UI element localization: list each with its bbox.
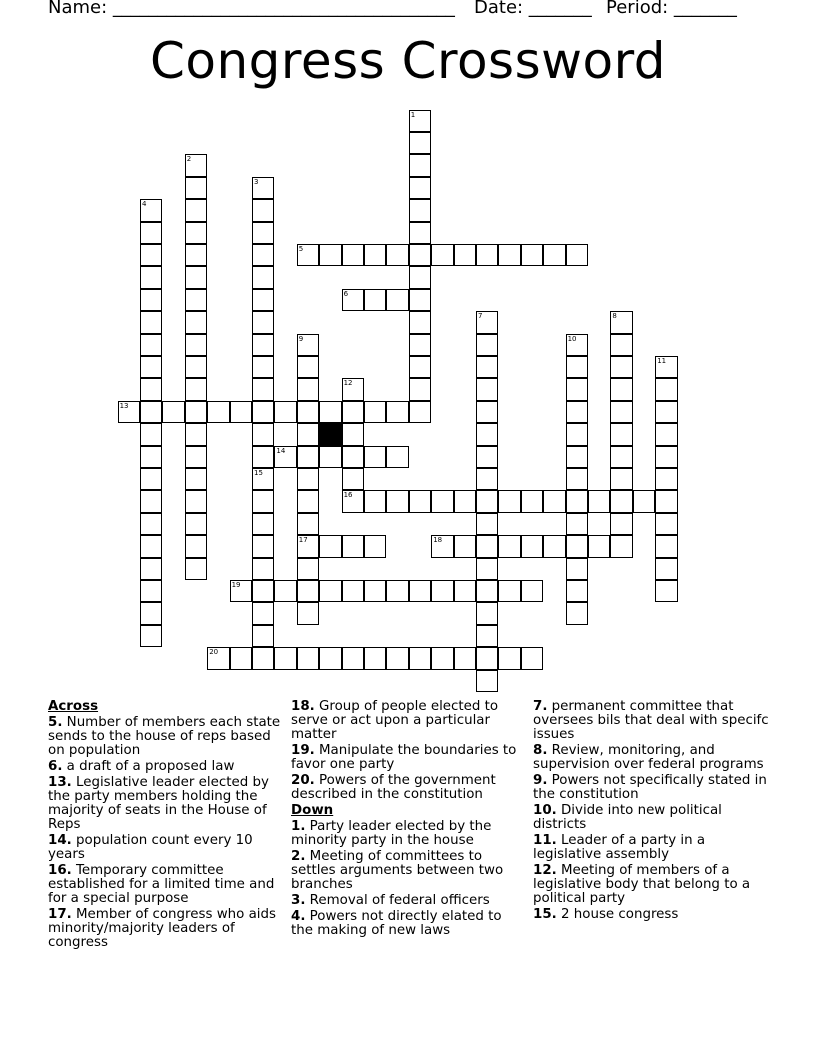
crossword-cell[interactable] [342, 446, 364, 468]
crossword-cell[interactable] [610, 513, 632, 535]
crossword-cell[interactable] [454, 244, 476, 266]
crossword-cell[interactable] [185, 244, 207, 266]
crossword-cell[interactable] [140, 446, 162, 468]
crossword-cell[interactable] [409, 356, 431, 378]
crossword-cell[interactable] [454, 490, 476, 512]
crossword-cell[interactable] [140, 401, 162, 423]
clue-down-3: 3. Removal of federal officers [291, 893, 490, 908]
crossword-cell[interactable] [409, 154, 431, 176]
crossword-cell[interactable] [140, 311, 162, 333]
clue-down-12: 12. Meeting of members of a legislative body that belong to a political party [533, 863, 751, 906]
crossword-cell[interactable] [521, 647, 543, 669]
crossword-cell[interactable] [409, 266, 431, 288]
down-heading: Down [291, 803, 334, 818]
crossword-cell[interactable] [543, 244, 565, 266]
crossword-cell[interactable] [521, 244, 543, 266]
crossword-cell[interactable] [521, 535, 543, 557]
clue-number: 17 [298, 536, 308, 545]
crossword-cell[interactable] [342, 289, 364, 311]
crossword-cell[interactable] [409, 244, 431, 266]
crossword-cell[interactable] [431, 580, 453, 602]
crossword-cell[interactable] [185, 423, 207, 445]
crossword-cell[interactable] [319, 244, 341, 266]
crossword-cell[interactable] [252, 199, 274, 221]
crossword-cell[interactable] [409, 647, 431, 669]
clue-across-20: 20. Powers of the government described in the constitution [291, 773, 496, 802]
crossword-cell[interactable] [498, 244, 520, 266]
crossword-cell[interactable] [633, 490, 655, 512]
crossword-cell[interactable] [252, 446, 274, 468]
crossword-cell[interactable] [185, 535, 207, 557]
clue-number: 5 [298, 245, 304, 253]
crossword-cell[interactable] [409, 177, 431, 199]
clue-number: 1 [410, 110, 416, 119]
crossword-cell[interactable] [364, 289, 386, 311]
crossword-cell[interactable] [297, 356, 319, 378]
crossword-cell[interactable] [655, 401, 677, 423]
crossword-cell[interactable] [364, 244, 386, 266]
clue-down-10: 10. Divide into new political districts [533, 803, 722, 832]
crossword-cell[interactable] [655, 356, 677, 378]
crossword-cell[interactable] [252, 334, 274, 356]
crossword-cell[interactable] [409, 311, 431, 333]
clue-number: 3 [254, 177, 259, 186]
crossword-cell[interactable] [409, 222, 431, 244]
crossword-cell[interactable] [476, 580, 498, 602]
clue-down-4: 4. Powers not directly elated to the making of new laws [291, 909, 502, 938]
crossword-cell[interactable] [207, 647, 229, 669]
crossword-cell[interactable] [185, 356, 207, 378]
crossword-cell[interactable] [476, 378, 498, 400]
crossword-cell[interactable] [252, 311, 274, 333]
crossword-cell[interactable] [297, 580, 319, 602]
crossword-cell[interactable] [566, 334, 588, 356]
crossword-cell[interactable] [342, 423, 364, 445]
crossword-cell[interactable] [140, 266, 162, 288]
crossword-cell[interactable] [252, 423, 274, 445]
clue-number: 16 [343, 491, 353, 500]
crossword-cell[interactable] [566, 446, 588, 468]
crossword-cell[interactable] [566, 378, 588, 400]
crossword-cell[interactable] [185, 311, 207, 333]
crossword-cell[interactable] [297, 378, 319, 400]
crossword-cell[interactable] [476, 647, 498, 669]
crossword-cell[interactable] [476, 535, 498, 557]
black-cell [319, 423, 341, 445]
period-field-label: Period: _______ [606, 0, 737, 18]
crossword-cell[interactable] [610, 401, 632, 423]
crossword-cell[interactable] [364, 490, 386, 512]
crossword-cell[interactable] [230, 401, 252, 423]
crossword-cell[interactable] [498, 535, 520, 557]
crossword-cell[interactable] [454, 535, 476, 557]
clue-number: 2 [186, 155, 192, 164]
clue-number: 14 [276, 446, 286, 455]
crossword-cell[interactable] [252, 602, 274, 624]
clue-number: 13 [119, 401, 129, 410]
crossword-cell[interactable] [610, 490, 632, 512]
crossword-cell[interactable] [252, 625, 274, 647]
crossword-cell[interactable] [297, 647, 319, 669]
crossword-cell[interactable] [588, 535, 610, 557]
crossword-cell[interactable] [252, 580, 274, 602]
crossword-cell[interactable] [342, 401, 364, 423]
clue-across-6: 6. a draft of a proposed law [48, 759, 235, 774]
crossword-cell[interactable] [140, 580, 162, 602]
clue-down-1: 1. Party leader elected by the minority party in the house [291, 819, 492, 848]
crossword-cell[interactable] [162, 401, 184, 423]
crossword-cell[interactable] [342, 535, 364, 557]
crossword-cell[interactable] [566, 401, 588, 423]
clues-column-2 [291, 700, 527, 940]
crossword-cell[interactable] [297, 423, 319, 445]
clue-number: 12 [343, 379, 353, 388]
crossword-cell[interactable] [252, 266, 274, 288]
crossword-cell[interactable] [588, 490, 610, 512]
crossword-cell[interactable] [610, 378, 632, 400]
crossword-cell[interactable] [364, 401, 386, 423]
crossword-cell[interactable] [655, 378, 677, 400]
crossword-cell[interactable] [566, 244, 588, 266]
crossword-cell[interactable] [566, 423, 588, 445]
crossword-cell[interactable] [185, 154, 207, 176]
crossword-cell[interactable] [655, 535, 677, 557]
clue-down-11: 11. Leader of a party in a legislative assembly [533, 833, 706, 862]
crossword-cell[interactable] [409, 199, 431, 221]
crossword-cell[interactable] [185, 199, 207, 221]
crossword-cell[interactable] [140, 468, 162, 490]
crossword-cell[interactable] [566, 468, 588, 490]
crossword-cell[interactable] [476, 423, 498, 445]
crossword-cell[interactable] [185, 334, 207, 356]
crossword-cell[interactable] [655, 446, 677, 468]
crossword-cell[interactable] [655, 468, 677, 490]
crossword-cell[interactable] [140, 423, 162, 445]
crossword-cell[interactable] [252, 558, 274, 580]
crossword-cell[interactable] [252, 222, 274, 244]
crossword-cell[interactable] [297, 535, 319, 557]
clue-across-14: 14. population count every 10 years [48, 833, 253, 862]
clue-number: 8 [612, 312, 617, 321]
crossword-cell[interactable] [364, 647, 386, 669]
crossword-cell[interactable] [230, 580, 252, 602]
crossword-cell[interactable] [498, 580, 520, 602]
clue-number: 10 [567, 334, 577, 343]
crossword-cell[interactable] [297, 446, 319, 468]
crossword-cell[interactable] [252, 289, 274, 311]
clue-number: 20 [209, 648, 219, 657]
crossword-cell[interactable] [252, 401, 274, 423]
crossword-cell[interactable] [252, 490, 274, 512]
crossword-cell[interactable] [409, 580, 431, 602]
crossword-cell[interactable] [342, 468, 364, 490]
crossword-cell[interactable] [140, 289, 162, 311]
crossword-cell[interactable] [409, 334, 431, 356]
crossword-cell[interactable] [185, 177, 207, 199]
crossword-cell[interactable] [297, 490, 319, 512]
crossword-cell[interactable] [342, 580, 364, 602]
crossword-cell[interactable] [431, 244, 453, 266]
crossword-cell[interactable] [409, 401, 431, 423]
crossword-cell[interactable] [409, 378, 431, 400]
crossword-cell[interactable] [566, 535, 588, 557]
across-heading: Across [48, 699, 99, 714]
clue-number: 19 [231, 581, 241, 589]
crossword-cell[interactable] [498, 490, 520, 512]
crossword-cell[interactable] [566, 356, 588, 378]
crossword-cell[interactable] [252, 468, 274, 490]
clue-number: 11 [657, 357, 667, 365]
crossword-cell[interactable] [274, 580, 296, 602]
crossword-cell[interactable] [207, 401, 229, 423]
crossword-cell[interactable] [274, 446, 296, 468]
crossword-cell[interactable] [297, 401, 319, 423]
crossword-cell[interactable] [476, 490, 498, 512]
crossword-cell[interactable] [252, 535, 274, 557]
crossword-cell[interactable] [274, 647, 296, 669]
crossword-cell[interactable] [342, 244, 364, 266]
crossword-cell[interactable] [476, 670, 498, 692]
crossword-cell[interactable] [454, 647, 476, 669]
crossword-cell[interactable] [185, 558, 207, 580]
crossword-cell[interactable] [566, 558, 588, 580]
clue-down-2: 2. Meeting of committees to settles arguments between two branches [291, 849, 504, 892]
crossword-cell[interactable] [252, 356, 274, 378]
crossword-cell[interactable] [476, 401, 498, 423]
crossword-cell[interactable] [386, 647, 408, 669]
crossword-cell[interactable] [476, 356, 498, 378]
crossword-cell[interactable] [655, 558, 677, 580]
crossword-cell[interactable] [140, 602, 162, 624]
crossword-cell[interactable] [185, 490, 207, 512]
crossword-cell[interactable] [185, 289, 207, 311]
crossword-cell[interactable] [454, 580, 476, 602]
crossword-cell[interactable] [409, 132, 431, 154]
crossword-cell[interactable] [610, 446, 632, 468]
crossword-cell[interactable] [610, 311, 632, 333]
crossword-cell[interactable] [386, 490, 408, 512]
crossword-cell[interactable] [297, 468, 319, 490]
crossword-cell[interactable] [364, 580, 386, 602]
clue-across-18: 18. Group of people elected to serve or act upon a particular matter [291, 699, 499, 742]
crossword-cell[interactable] [476, 446, 498, 468]
crossword-cell[interactable] [274, 401, 296, 423]
crossword-cell[interactable] [140, 625, 162, 647]
crossword-cell[interactable] [476, 244, 498, 266]
date-field-label: Date: _______ [474, 0, 592, 18]
crossword-cell[interactable] [319, 401, 341, 423]
crossword-cell[interactable] [566, 513, 588, 535]
crossword-cell[interactable] [140, 356, 162, 378]
crossword-cell[interactable] [297, 244, 319, 266]
clues-column-1 [48, 700, 284, 952]
crossword-cell[interactable] [409, 110, 431, 132]
crossword-cell[interactable] [521, 580, 543, 602]
crossword-cell[interactable] [386, 401, 408, 423]
crossword-cell[interactable] [319, 446, 341, 468]
crossword-cell[interactable] [342, 647, 364, 669]
clue-down-15: 15. 2 house congress [533, 907, 679, 922]
crossword-cell[interactable] [386, 289, 408, 311]
crossword-cell[interactable] [386, 446, 408, 468]
clue-across-19: 19. Manipulate the boundaries to favor one party [291, 743, 517, 772]
clue-number: 6 [343, 289, 349, 298]
clue-number: 18 [433, 536, 443, 545]
crossword-cell[interactable] [140, 244, 162, 266]
crossword-cell[interactable] [655, 490, 677, 512]
clue-across-16: 16. Temporary committee established for a limited time and for a special purpose [48, 863, 275, 906]
crossword-cell[interactable] [655, 513, 677, 535]
crossword-cell[interactable] [610, 535, 632, 557]
crossword-cell[interactable] [185, 446, 207, 468]
crossword-cell[interactable] [364, 535, 386, 557]
crossword-cell[interactable] [185, 222, 207, 244]
crossword-cell[interactable] [252, 177, 274, 199]
clue-number: 4 [142, 200, 147, 209]
crossword-cell[interactable] [431, 647, 453, 669]
crossword-cell[interactable] [319, 535, 341, 557]
crossword-cell[interactable] [140, 535, 162, 557]
crossword-cell[interactable] [476, 513, 498, 535]
crossword-cell[interactable] [185, 468, 207, 490]
crossword-cell[interactable] [610, 468, 632, 490]
crossword-cell[interactable] [543, 490, 565, 512]
crossword-cell[interactable] [342, 490, 364, 512]
crossword-cell[interactable] [476, 558, 498, 580]
crossword-cell[interactable] [185, 378, 207, 400]
crossword-cell[interactable] [476, 468, 498, 490]
crossword-cell[interactable] [521, 490, 543, 512]
crossword-cell[interactable] [655, 580, 677, 602]
clues-column-3 [533, 700, 769, 924]
crossword-cell[interactable] [431, 490, 453, 512]
crossword-cell[interactable] [566, 490, 588, 512]
page-title: Congress Crossword [149, 32, 667, 90]
clue-across-13: 13. Legislative leader elected by the party members holding the majority of seats in the House of Reps [48, 775, 269, 832]
crossword-cell[interactable] [297, 513, 319, 535]
crossword-cell[interactable] [140, 558, 162, 580]
clue-across-5: 5. Number of members each state sends to the house of reps based on population [48, 715, 281, 758]
clue-down-8: 8. Review, monitoring, and supervision over federal programs [533, 743, 764, 772]
name-field-label: Name: ______________________________________ [48, 0, 455, 18]
crossword-cell[interactable] [140, 490, 162, 512]
clue-across-17: 17. Member of congress who aids minority/majority leaders of congress [48, 907, 276, 950]
crossword-cell[interactable] [140, 222, 162, 244]
crossword-cell[interactable] [297, 558, 319, 580]
crossword-cell[interactable] [342, 378, 364, 400]
crossword-cell[interactable] [140, 199, 162, 221]
crossword-cell[interactable] [185, 401, 207, 423]
crossword-cell[interactable] [386, 244, 408, 266]
crossword-cell[interactable] [386, 580, 408, 602]
crossword-cell[interactable] [297, 602, 319, 624]
crossword-cell[interactable] [566, 580, 588, 602]
crossword-cell[interactable] [252, 513, 274, 535]
clue-number: 7 [478, 312, 483, 321]
crossword-cell[interactable] [409, 289, 431, 311]
crossword-cell[interactable] [655, 423, 677, 445]
crossword-cell[interactable] [431, 535, 453, 557]
crossword-cell[interactable] [476, 311, 498, 333]
crossword-cell[interactable] [364, 446, 386, 468]
crossword-cell[interactable] [566, 602, 588, 624]
crossword-cell[interactable] [476, 602, 498, 624]
crossword-cell[interactable] [319, 580, 341, 602]
crossword-cell[interactable] [409, 490, 431, 512]
crossword-cell[interactable] [610, 334, 632, 356]
crossword-cell[interactable] [610, 423, 632, 445]
crossword-cell[interactable] [252, 244, 274, 266]
crossword-cell[interactable] [476, 625, 498, 647]
crossword-cell[interactable] [543, 535, 565, 557]
crossword-cell[interactable] [140, 513, 162, 535]
clue-number: 9 [298, 334, 304, 343]
crossword-cell[interactable] [140, 334, 162, 356]
crossword-cell[interactable] [230, 647, 252, 669]
crossword-cell[interactable] [140, 378, 162, 400]
clue-down-7: 7. permanent committee that oversees bils that deal with specifc issues [533, 699, 769, 742]
crossword-cell[interactable] [610, 356, 632, 378]
crossword-cell[interactable] [297, 334, 319, 356]
crossword-cell[interactable] [498, 647, 520, 669]
crossword-cell[interactable] [185, 266, 207, 288]
crossword-cell[interactable] [319, 647, 341, 669]
crossword-cell[interactable] [118, 401, 140, 423]
clue-number: 15 [254, 469, 263, 477]
crossword-cell[interactable] [252, 647, 274, 669]
clue-down-9: 9. Powers not specifically stated in the constitution [533, 773, 767, 802]
crossword-cell[interactable] [476, 334, 498, 356]
crossword-cell[interactable] [185, 513, 207, 535]
crossword-cell[interactable] [252, 378, 274, 400]
